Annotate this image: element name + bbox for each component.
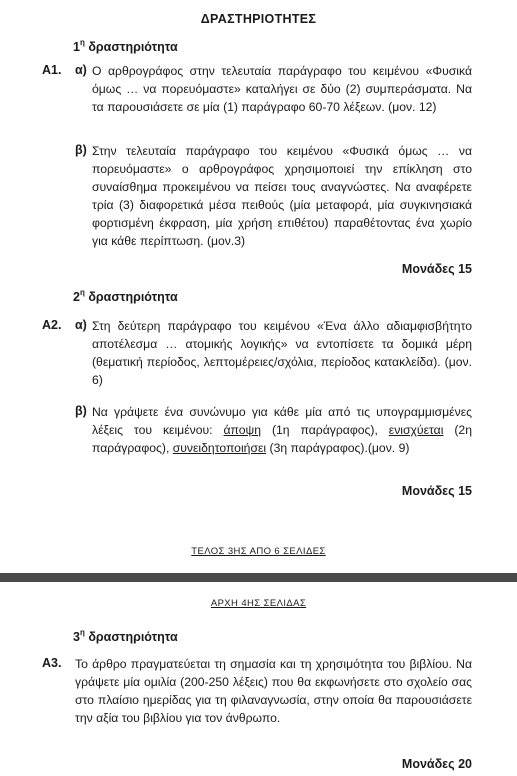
- activity-1-word: δραστηριότητα: [88, 40, 178, 54]
- question-a1-sub-b: β): [75, 143, 87, 157]
- activity-1-title: [73, 40, 178, 54]
- points-activity-3: Μονάδες 20: [401, 757, 472, 771]
- page-header: ΑΡΧΗ 4ΗΣ ΣΕΛΙΔΑΣ: [210, 598, 307, 609]
- question-a1a-text: Ο αρθρογράφος στην τελευταία παράγραφο του κειμένου «Φυσικά όμως … να πορευόμαστε» καταλήγει σε δύο (2) συμπεράσματα. Να τα παρουσιάσετε σε μία (1) παράγραφο 60-70 λέξεων. (μον. 12): [92, 64, 472, 114]
- activity-3-title: [73, 630, 178, 644]
- page-separator: [0, 573, 517, 582]
- page-heading: ΔΡΑΣΤΗΡΙΟΤΗΤΕΣ: [200, 12, 317, 26]
- activity-1-number: 1: [73, 40, 80, 54]
- question-a2-label: Α2.: [42, 318, 62, 332]
- page-footer: ΤΕΛΟΣ 3ΗΣ ΑΠΟ 6 ΣΕΛΙΔΕΣ: [191, 546, 326, 557]
- question-a3-text: Το άρθρο πραγματεύεται τη σημασία και τη χρησιμότητα του βιβλίου. Να γράψετε μία ομιλία (200-250 λέξεις) που θα εκφωνήσετε στο σχολείο σας στο πλαίσιο ημερίδας για τη φιλαναγνωσία, στην οποία θα παρουσιάσετε την αξία του βιβλίου για τον άνθρωπο.: [75, 657, 472, 725]
- a2b-text-part-1: Να γράψετε ένα συνώνυμο για κάθε μία από τις υπογραμμισμένες λέξεις του κειμένου:: [92, 405, 472, 437]
- activity-3-number: 3: [73, 630, 80, 644]
- activity-3-word: δραστηριότητα: [88, 630, 178, 644]
- question-a2-sub-b: β): [75, 404, 87, 418]
- underlined-word-2: ενισχύεται: [388, 423, 444, 437]
- points-activity-2: Μονάδες 15: [401, 484, 472, 498]
- activity-1-ordinal: η: [79, 38, 85, 47]
- a2b-text-part-4: (3η παράγραφος).(μον. 9): [266, 441, 410, 455]
- activity-2-word: δραστηριότητα: [88, 290, 178, 304]
- underlined-word-1: άποψη: [223, 423, 262, 437]
- activity-2-title: [73, 290, 178, 304]
- activity-3-ordinal: η: [79, 628, 85, 637]
- underlined-word-3: συνειδητοποιήσει: [172, 441, 267, 455]
- question-a3-label: Α3.: [42, 656, 62, 670]
- question-a1-label: Α1.: [42, 63, 62, 77]
- question-a1b-text: Στην τελευταία παράγραφο του κειμένου «Φυσικά όμως … να πορευόμαστε» ο αρθρογράφος χρησιμοποιεί την επίκληση στο συναίσθημα προκειμένου να πείσει τους αναγνώστες. Να αναφέρετε τρία (3) διαφορετικά μέσα πειθούς (μία μεταφορά, μία συγκινησιακά φορτισμένη έκφραση, μία χρήση επιθέτου) παραθέτοντας ένα χωρίο για κάθε περίπτωση. (μον.3): [92, 144, 472, 248]
- activity-2-number: 2: [73, 290, 80, 304]
- question-a1-sub-a: α): [75, 63, 87, 77]
- activity-2-ordinal: η: [79, 288, 85, 297]
- page-4: [0, 582, 517, 776]
- question-a2-sub-a: α): [75, 318, 87, 332]
- a2b-text-part-2: (1η παράγραφος),: [261, 423, 389, 437]
- points-activity-1: Μονάδες 15: [401, 262, 472, 276]
- question-a2b-text: [92, 403, 472, 457]
- question-a2a-text: Στη δεύτερη παράγραφο του κειμένου «Ένα άλλο αδιαμφισβήτητο αποτέλεσμα … ατομικής λογικής» να εντοπίσετε τα δομικά μέρη (θεματική περίοδος, λεπτομέρειες/σχόλια, περίοδος κατακλείδα). (μον. 6): [92, 319, 472, 387]
- a2b-text-part-3: (2η παράγραφος),: [92, 423, 472, 455]
